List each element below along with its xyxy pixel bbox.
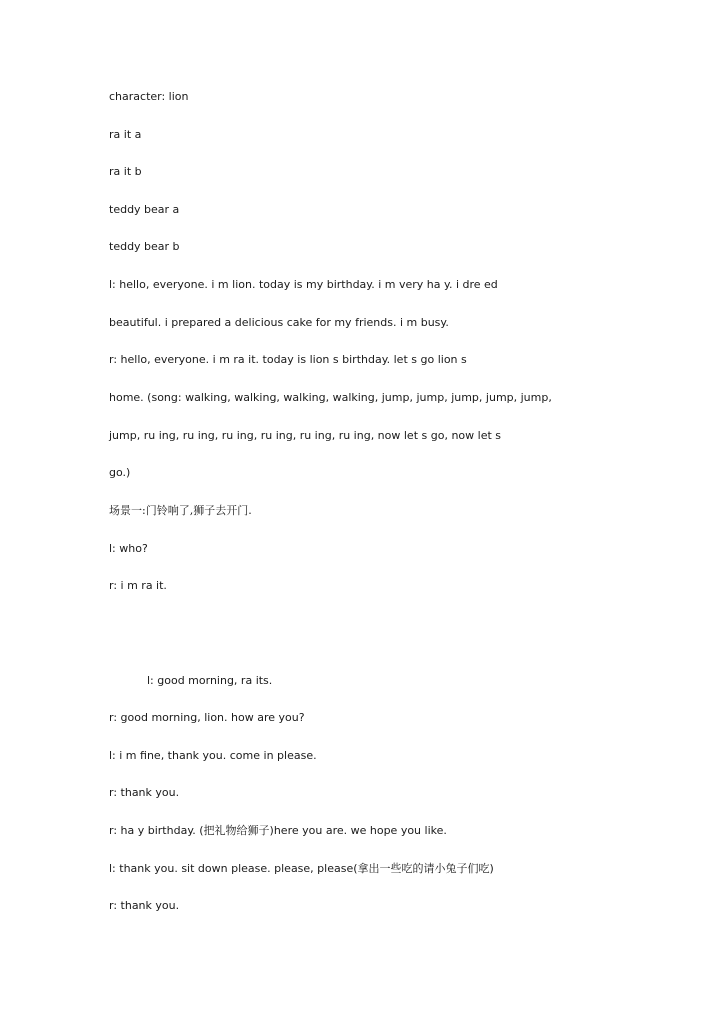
text-line: r: good morning, lion. how are you? bbox=[109, 711, 305, 724]
text-line: go.) bbox=[109, 466, 131, 479]
text-line: ra it a bbox=[109, 128, 142, 141]
text-line: r: ha y birthday. (把礼物给狮子)here you are. we hope you like. bbox=[109, 824, 447, 837]
text-line: jump, ru ing, ru ing, ru ing, ru ing, ru ing, ru ing, now let s go, now let s bbox=[109, 429, 502, 442]
text-line: character: lion bbox=[109, 90, 189, 103]
text-line: l: hello, everyone. i m lion. today is my birthday. i m very ha y. i dre ed bbox=[109, 278, 498, 291]
text-line: r: thank you. bbox=[109, 786, 180, 799]
text-line: home. (song: walking, walking, walking, walking, jump, jump, jump, jump, jump, bbox=[109, 391, 552, 404]
text-line: l: good morning, ra its. bbox=[147, 674, 273, 687]
text-line: ra it b bbox=[109, 165, 142, 178]
text-line: r: thank you. bbox=[109, 899, 180, 912]
text-line: teddy bear b bbox=[109, 240, 180, 253]
text-line: r: hello, everyone. i m ra it. today is lion s birthday. let s go lion s bbox=[109, 353, 467, 366]
text-line: beautiful. i prepared a delicious cake for my friends. i m busy. bbox=[109, 316, 449, 329]
text-line: teddy bear a bbox=[109, 203, 180, 216]
text-line: l: who? bbox=[109, 542, 148, 555]
text-line: l: i m fine, thank you. come in please. bbox=[109, 749, 317, 762]
text-line: r: i m ra it. bbox=[109, 579, 167, 592]
scene-heading: 场景一:门铃响了,狮子去开门. bbox=[109, 504, 252, 517]
text-line: l: thank you. sit down please. please, please(拿出一些吃的请小兔子们吃) bbox=[109, 862, 494, 875]
